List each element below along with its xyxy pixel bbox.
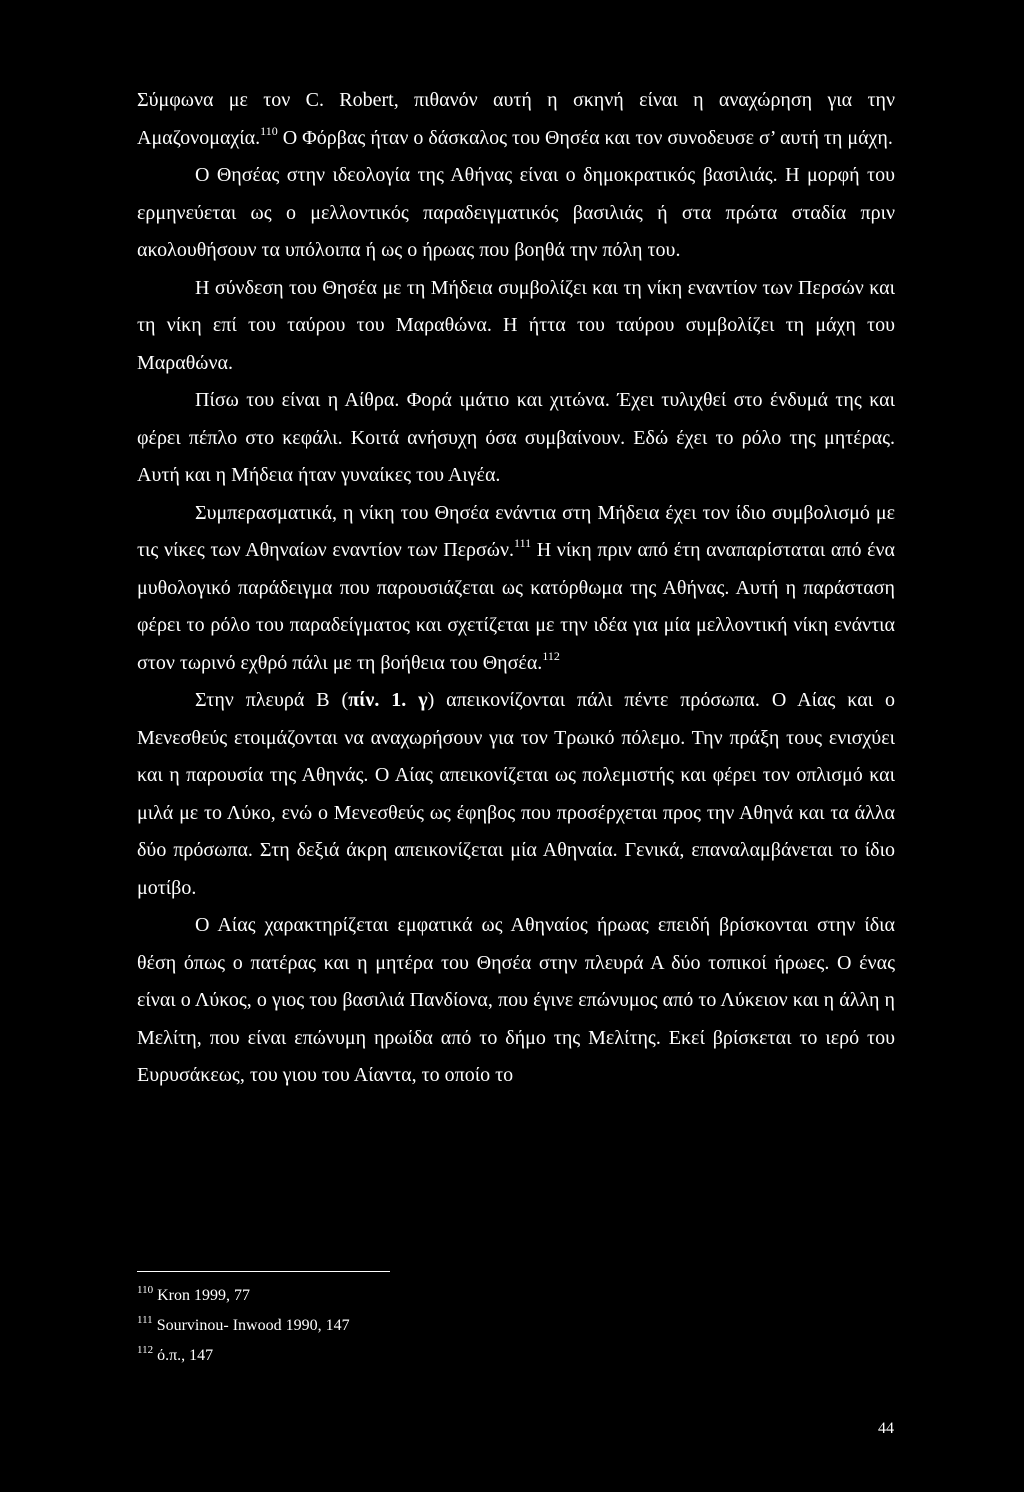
paragraph — [137, 270, 895, 383]
footnote-number: 110 — [137, 1284, 154, 1296]
text-run: Στην πλευρά Β ( — [195, 689, 349, 711]
paragraph — [137, 382, 895, 495]
text-run: Πίσω του είναι η Αίθρα. Φορά ιμάτιο και χιτώνα. Έχει τυλιχθεί στο ένδυμά της και φέρει πέπλο στο κεφάλι. Κοιτά ανήσυχη όσα συμβαίνουν. Εδώ έχει το ρόλο της μητέρας. Αυτή και η Μήδεια ήταν γυναίκες του Αιγέα. — [137, 389, 895, 486]
paragraph — [137, 82, 895, 157]
text-run: Η σύνδεση του Θησέα με τη Μήδεια συμβολίζει και τη νίκη εναντίον των Περσών και τη νίκη επί του ταύρου του Μαραθώνα. Η ήττα του ταύρου συμβολίζει τη μάχη του Μαραθώνα. — [137, 276, 895, 374]
text-run: ) απεικονίζονται πάλι πέντε πρόσωπα. Ο Αίας και ο Μενεσθεύς ετοιμάζονται να αναχωρήσουν για τον Τρωικό πόλεμο. Την πράξη τους ενισχύει και η παρουσία της Αθηνάς. Ο Αίας απεικονίζεται ως πολεμιστής και φέρει τον οπλισμό και μιλά με το Λύκο, ενώ ο Μενεσθεύς ως έφηβος που προσέρχεται προς την Αθηνά και τα άλλα δύο πρόσωπα. Στη δεξιά άκρη απεικονίζεται μία Αθηναία. Γενικά, επαναλαμβάνεται το ίδιο μοτίβο. — [137, 689, 896, 899]
footnotes — [137, 1281, 637, 1371]
text-run: Ο Αίας χαρακτηρίζεται εμφατικά ως Αθηναίος ήρωας επειδή βρίσκονται στην ίδια θέση όπως ο πατέρας και η μητέρα του Θησέα στην πλευρά Α δύο τοπικοί ήρωες. Ο ένας είναι ο Λύκος, ο γιος του βασιλιά Πανδίονα, που έγινε επώνυμος από το Λύκειον και η άλλη η Μελίτη, που είναι επώνυμη ηρωίδα από το δήμο της Μελίτης. Εκεί βρίσκεται το ιερό του Ευρυσάκεως, του γιου του Αίαντα, το οποίο το — [137, 914, 895, 1086]
text-run: Ο Φόρβας ήταν ο δάσκαλος του Θησέα και τον συνοδευσε σ’ αυτή τη μάχη. — [277, 126, 893, 149]
footnote-ref: 111 — [514, 536, 532, 550]
text-run: Η νίκη πριν από έτη αναπαρίσταται από ένα μυθολογικό παράδειγμα που παρουσιάζεται ως κατόρθωμα της Αθήνας. Αυτή η παράσταση φέρει το ρόλο του παραδείγματος και σχετίζεται με την ιδέα για μία μελλοντική νίκη ενάντια στον τωρινό εχθρό πάλι με τη βοήθεια του Θησέα. — [137, 539, 895, 674]
footnote-separator — [137, 1271, 390, 1272]
footnote — [137, 1281, 637, 1311]
footnote-text: ό.π., 147 — [157, 1347, 214, 1364]
text-run — [406, 689, 418, 711]
paragraph — [137, 495, 895, 683]
footnote-text: Kron 1999, 77 — [157, 1287, 250, 1304]
footnote — [137, 1311, 637, 1341]
footnote-ref: 112 — [542, 648, 560, 663]
text-run: Ο Θησέας στην ιδεολογία της Αθήνας είναι ο δημοκρατικός βασιλιάς. Η μορφή του ερμηνεύεται ως ο μελλοντικός παραδειγματικός βασιλιάς ή στα πρώτα σταδία πριν ακολουθήσουν τα υπόλοιπα ή ως ο ήρωας που βοηθά την πόλη του. — [137, 164, 895, 261]
bold-text: γ — [418, 689, 428, 711]
paragraph — [137, 682, 895, 907]
text-run: Συμπερασματικά, η νίκη του Θησέα ενάντια στη Μήδεια έχει τον ίδιο συμβολισμό με τις νίκες των Αθηναίων εναντίον των Περσών. — [137, 501, 895, 561]
page-number: 44 — [878, 1420, 894, 1437]
footnote — [137, 1341, 637, 1371]
footnote-number: 111 — [137, 1314, 153, 1326]
text-run: Σύμφωνα με τον C. Robert, πιθανόν αυτή η σκηνή είναι η αναχώρηση για την Αμαζονομαχία. — [137, 89, 895, 149]
paragraph — [137, 157, 895, 270]
body-text — [137, 82, 895, 1095]
paragraph — [137, 907, 895, 1095]
footnote-ref: 110 — [260, 123, 278, 138]
footnote-number: 112 — [137, 1344, 154, 1356]
bold-text: πίν. 1. — [348, 689, 407, 711]
footnote-text: Sourvinou- Inwood 1990, 147 — [156, 1317, 350, 1334]
